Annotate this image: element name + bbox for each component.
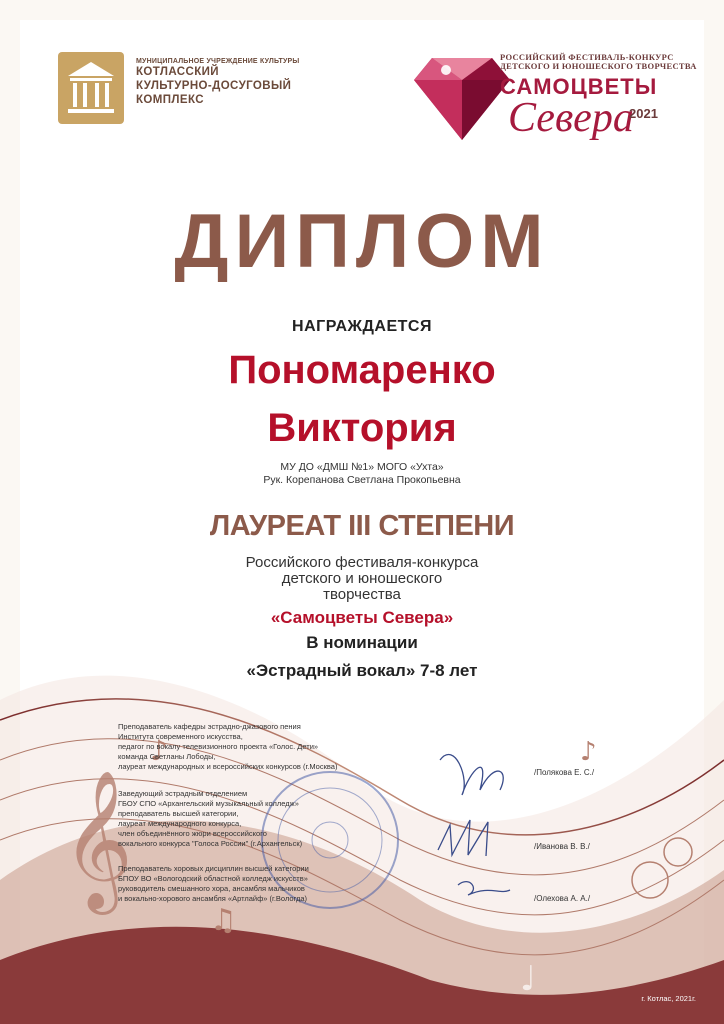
festival-subtitle — [500, 53, 700, 71]
org-small-line: МУНИЦИПАЛЬНОЕ УЧРЕЖДЕНИЕ КУЛЬТУРЫ — [136, 58, 300, 65]
org-line-1: КОТЛАССКИЙ — [136, 66, 219, 78]
jury-1-signature-name: /Полякова Е. С./ — [534, 768, 595, 777]
jury-member-1 — [118, 722, 337, 772]
jury-3-signature-name: /Олехова А. А./ — [534, 894, 591, 903]
jury-1-line-1: Преподаватель кафедры эстрадно-джазового пения — [118, 722, 301, 731]
fest-desc-line-3: творчества — [323, 586, 401, 603]
jury-3-line-1: Преподаватель хоровых дисциплин высшей категории — [118, 864, 309, 873]
festival-logo-word-1: САМОЦВЕТЫ — [500, 74, 658, 99]
recipient-firstname: Виктория — [267, 406, 457, 450]
organization-name — [136, 58, 299, 107]
jury-2-line-6: вокального конкурса "Голоса России" (г.Архангельск) — [118, 839, 303, 848]
festival-name: «Самоцветы Севера» — [270, 608, 454, 627]
jury-3-line-2: БПОУ ВО «Вологодский областной колледж искусств» — [118, 874, 308, 883]
festival-year: 2021 — [629, 106, 658, 121]
jury-2-line-4: лауреат международного конкурса, — [118, 819, 242, 828]
svg-text:♫: ♫ — [210, 903, 237, 938]
org-line-3: КОМПЛЕКС — [136, 94, 204, 106]
festival-description — [0, 555, 724, 603]
jury-2-line-3: преподаватель высшей категории, — [118, 809, 239, 818]
svg-text:♪: ♪ — [580, 737, 597, 767]
fest-desc-line-2: детского и юношеского — [281, 570, 443, 587]
kdk-logo-icon — [58, 52, 124, 124]
jury-1-line-2: Института современного искусства, — [118, 732, 243, 741]
festival-subtitle-line-1: РОССИЙСКИЙ ФЕСТИВАЛЬ-КОНКУРС — [500, 52, 674, 62]
festival-subtitle-line-2: ДЕТСКОГО И ЮНОШЕСКОГО ТВОРЧЕСТВА — [500, 61, 697, 71]
jury-3-line-4: и вокально-хорового ансамбля «Артлайф» (г.Вологда) — [118, 894, 308, 903]
school-line-2: Рук. Корепанова Светлана Прокопьевна — [263, 474, 461, 486]
svg-text:𝄞: 𝄞 — [62, 770, 133, 909]
jury-2-line-1: Заведующий эстрадным отделением — [118, 789, 248, 798]
nomination-value: «Эстрадный вокал» 7-8 лет — [246, 661, 478, 680]
place-date: г. Котлас, 2021г. — [641, 994, 696, 1003]
org-line-2: КУЛЬТУРНО-ДОСУГОВЫЙ — [136, 80, 292, 92]
jury-2-line-2: ГБОУ СПО «Архангельский музыкальный колледж» — [118, 799, 299, 808]
diploma-title: ДИПЛОМ — [174, 199, 550, 284]
jury-2-signature-name: /Иванова В. В./ — [534, 842, 590, 851]
jury-1-line-5: лауреат международных и всероссийских конкурсов (г.Москва) — [118, 762, 338, 771]
jury-2-line-5: член объединённого жюри всероссийского — [118, 829, 267, 838]
jury-3-line-3: руководитель смешанного хора, ансамбля мальчиков — [118, 884, 305, 893]
awarded-label: НАГРАЖДАЕТСЯ — [292, 318, 432, 335]
award-degree: ЛАУРЕАТ III СТЕПЕНИ — [209, 510, 515, 542]
svg-text:♪: ♪ — [150, 734, 168, 767]
gem-icon — [412, 54, 512, 142]
school-line-1: МУ ДО «ДМШ №1» МОГО «Ухта» — [280, 461, 444, 473]
nomination-label: В номинации — [306, 633, 418, 652]
festival-logo-word-2: Севера — [508, 95, 634, 141]
jury-member-3 — [118, 864, 309, 904]
jury-1-line-3: педагог по вокалу телевизионного проекта «Голос. Дети» — [118, 742, 319, 751]
recipient-school — [0, 461, 724, 487]
fest-desc-line-1: Российского фестиваля-конкурса — [245, 554, 479, 571]
svg-text:♩: ♩ — [520, 959, 537, 999]
recipient-surname: Пономаренко — [228, 348, 496, 392]
jury-member-2 — [118, 789, 302, 849]
jury-1-line-4: команда Светланы Лободы, — [118, 752, 216, 761]
